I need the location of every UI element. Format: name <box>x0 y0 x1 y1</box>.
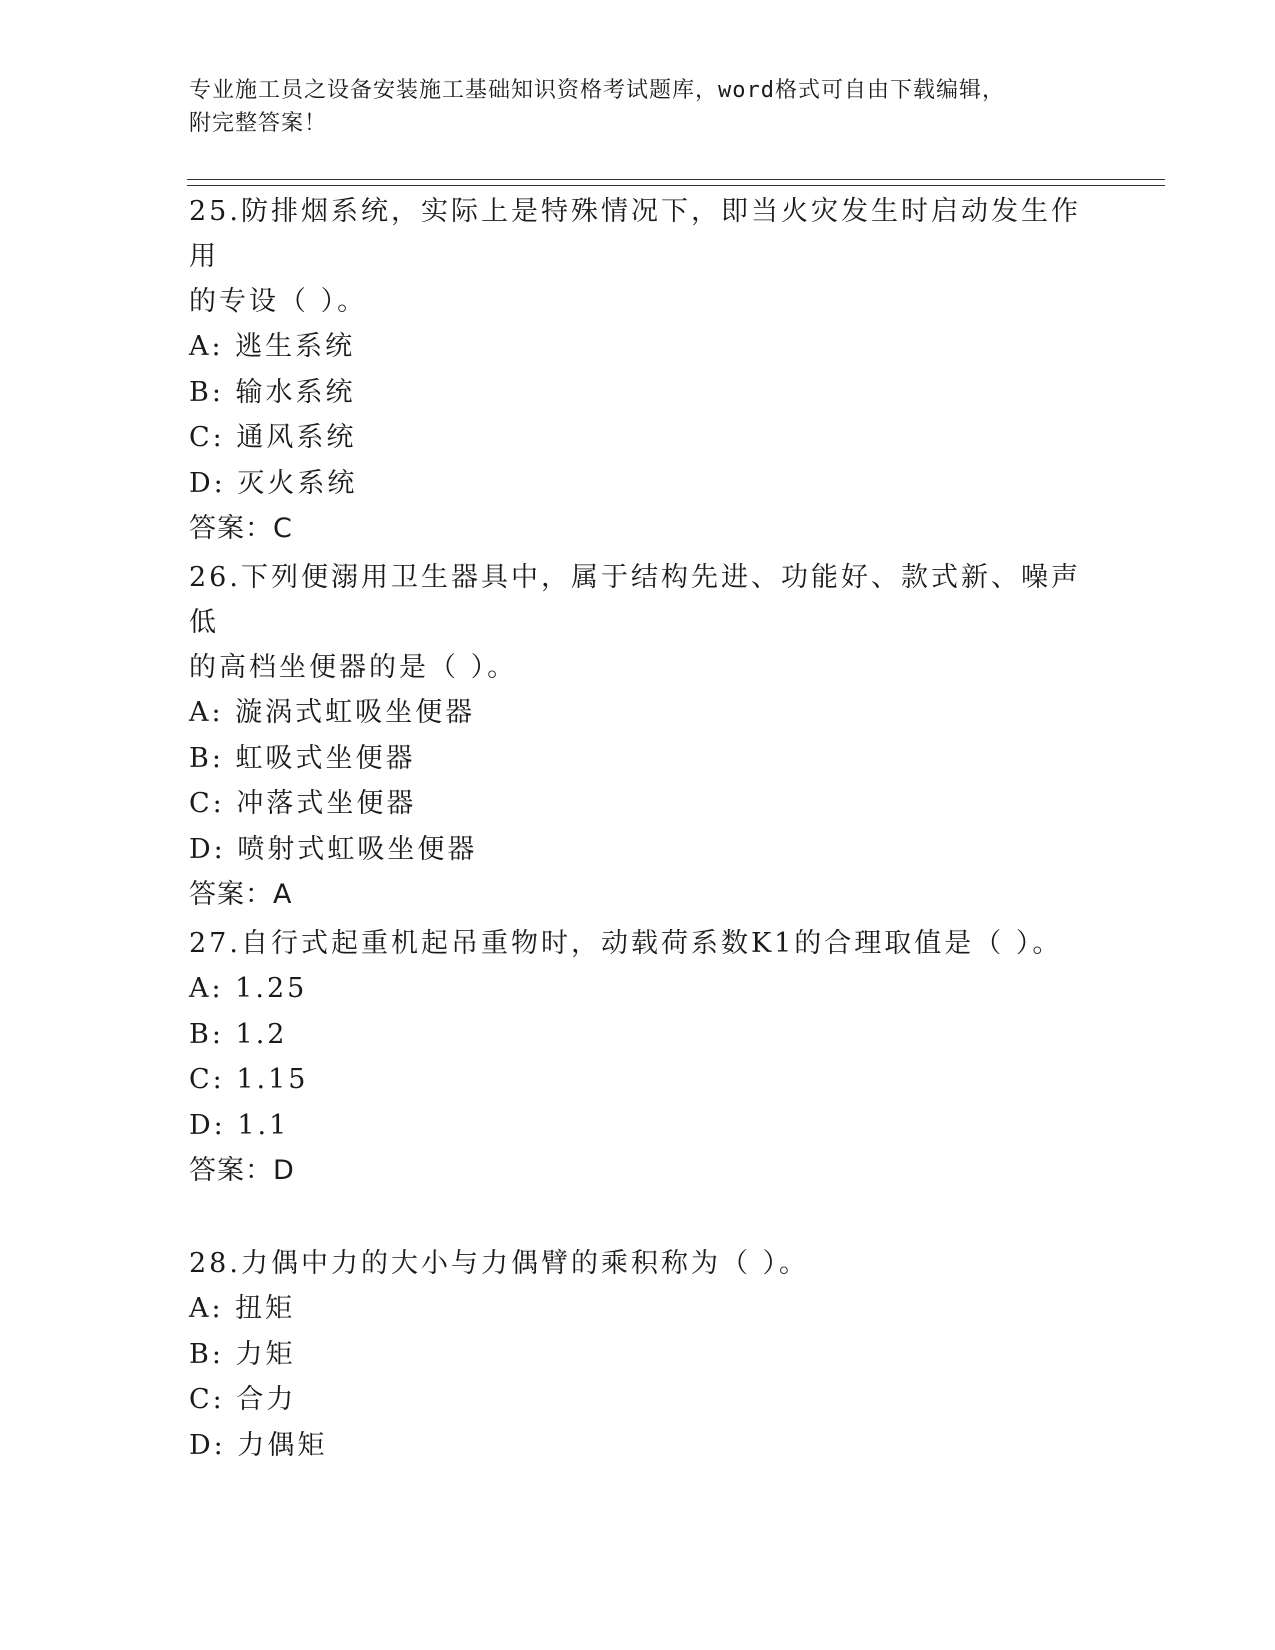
question-stem: 26.下列便溺用卫生器具中，属于结构先进、功能好、款式新、噪声低 <box>189 562 1081 638</box>
header-divider-bottom <box>187 185 1165 186</box>
question-28 <box>189 1241 1089 1468</box>
question-25 <box>189 189 1089 551</box>
document-header <box>189 74 1089 140</box>
option-b: B: 虹吸式坐便器 <box>189 742 416 774</box>
option-b: B: 1.2 <box>189 1018 288 1050</box>
option-b: B: 力矩 <box>189 1338 296 1370</box>
answer: 答案：D <box>189 1155 295 1186</box>
option-a: A: 扭矩 <box>189 1293 296 1324</box>
question-stem: 27.自行式起重机起吊重物时，动载荷系数K1的合理取值是（ ）。 <box>189 928 1063 959</box>
question-stem: 的专设（ ）。 <box>189 286 368 317</box>
option-a: A: 漩涡式虹吸坐便器 <box>189 697 476 728</box>
option-c: C: 合力 <box>189 1384 297 1415</box>
option-c: C: 1.15 <box>189 1064 309 1095</box>
header-divider-top <box>187 179 1165 180</box>
question-27 <box>189 921 1089 1193</box>
answer: 答案：A <box>189 879 293 910</box>
option-d: D: 喷射式虹吸坐便器 <box>189 833 478 865</box>
option-c: C: 冲落式坐便器 <box>189 788 417 819</box>
question-26 <box>189 555 1089 917</box>
answer: 答案：C <box>189 513 293 544</box>
option-d: D: 灭火系统 <box>189 467 358 499</box>
question-stem: 28.力偶中力的大小与力偶臂的乘积称为（ ）。 <box>189 1248 810 1279</box>
option-b: B: 输水系统 <box>189 376 356 408</box>
header-line-1: 专业施工员之设备安装施工基础知识资格考试题库，word格式可自由下载编辑， <box>189 78 1005 103</box>
option-a: A: 逃生系统 <box>189 331 356 362</box>
option-a: A: 1.25 <box>189 973 308 1004</box>
question-stem: 25.防排烟系统，实际上是特殊情况下，即当火灾发生时启动发生作用 <box>189 196 1081 272</box>
option-d: D: 1.1 <box>189 1109 290 1141</box>
header-line-2: 附完整答案！ <box>189 111 328 136</box>
option-d: D: 力偶矩 <box>189 1429 328 1461</box>
question-stem: 的高档坐便器的是（ ）。 <box>189 652 518 683</box>
option-c: C: 通风系统 <box>189 422 357 453</box>
